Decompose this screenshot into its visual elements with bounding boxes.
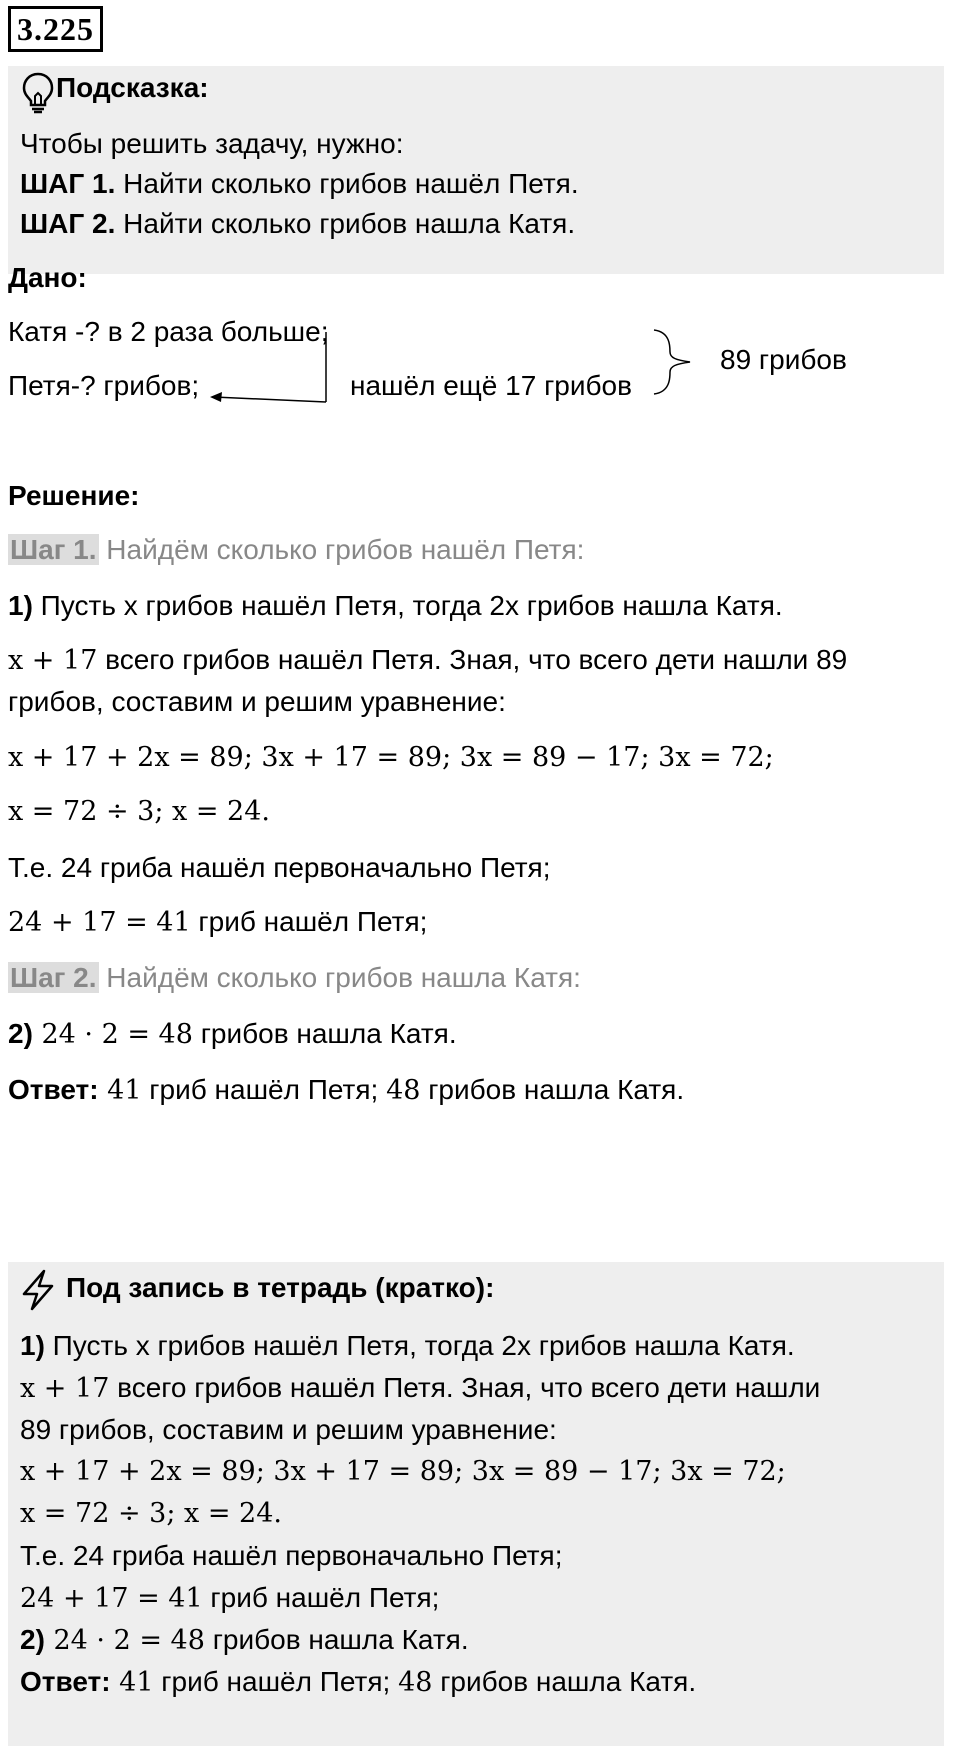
hint-step-1-text: Найти сколько грибов нашёл Петя. <box>115 168 579 199</box>
step-1-label: Шаг 1. <box>10 534 97 565</box>
equation-1: x + 17 + 2x = 89; 3x + 17 = 89; 3x = 89 − 17; 3x = 72; <box>8 742 774 773</box>
p3-math: 24 · 2 = 48 <box>32 1019 193 1050</box>
note-answer-math-1: 41 <box>110 1667 154 1698</box>
step-2-text: Найдём сколько грибов нашла Катя: <box>98 962 581 993</box>
note-line-5: x = 72 ÷ 3; x = 24. <box>20 1498 282 1529</box>
step-2-label: Шаг 2. <box>10 962 97 993</box>
arrow-line <box>214 397 326 402</box>
solution-p2-line2: грибов, составим и решим уравнение: <box>8 686 506 717</box>
note-l7-math: 24 + 17 = 41 <box>20 1583 203 1614</box>
note-answer-label: Ответ: <box>20 1666 111 1697</box>
hint-title: Подсказка: <box>56 72 209 103</box>
answer-label: Ответ: <box>8 1074 99 1105</box>
solution-p3 <box>8 1016 457 1053</box>
note-line-7 <box>20 1580 439 1617</box>
solution-te: Т.е. 24 гриба нашёл первоначально Петя; <box>8 852 551 883</box>
answer-text-1: гриб нашёл Петя; <box>141 1074 387 1105</box>
answer-math-1: 41 <box>98 1075 142 1106</box>
hint-step-2-label: ШАГ 2. <box>20 208 116 239</box>
note-l8-math: 24 · 2 = 48 <box>44 1625 205 1656</box>
solution-answer <box>8 1072 684 1109</box>
p1-number: 1) <box>8 590 33 621</box>
note-l1-number: 1) <box>20 1330 45 1361</box>
solution-step-1 <box>8 532 584 568</box>
given-katya: Катя -? в 2 раза больше; <box>8 316 329 347</box>
curly-brace <box>654 330 690 394</box>
note-answer <box>20 1664 696 1701</box>
note-line-4: x + 17 + 2x = 89; 3x + 17 = 89; 3x = 89 − 17; 3x = 72; <box>20 1456 786 1487</box>
note-l8-number: 2) <box>20 1624 45 1655</box>
step-1-text: Найдём сколько грибов нашёл Петя: <box>98 534 585 565</box>
p2-math: x + 17 <box>8 645 98 676</box>
note-line-1 <box>20 1328 795 1364</box>
calc-1-math: 24 + 17 = 41 <box>8 907 191 938</box>
given-extra: нашёл ещё 17 грибов <box>350 370 632 401</box>
hint-intro: Чтобы решить задачу, нужно: <box>20 128 404 159</box>
note-line-8 <box>20 1622 469 1659</box>
note-line-3: 89 грибов, составим и решим уравнение: <box>20 1414 557 1445</box>
note-l2-math: x + 17 <box>20 1373 110 1404</box>
notebook-title: Под запись в тетрадь (кратко): <box>66 1272 495 1303</box>
note-answer-math-2: 48 <box>398 1667 433 1698</box>
answer-math-2: 48 <box>386 1075 421 1106</box>
arrow-head <box>210 392 222 402</box>
solution-step-2 <box>8 960 581 996</box>
note-answer-text-2: грибов нашла Катя. <box>432 1666 697 1697</box>
p3-number: 2) <box>8 1018 33 1049</box>
p2-text: всего грибов нашёл Петя. Зная, что всего дети нашли 89 <box>97 644 848 675</box>
equation-2: x = 72 ÷ 3; x = 24. <box>8 796 270 827</box>
answer-text-2: грибов нашла Катя. <box>420 1074 685 1105</box>
note-l8-text: грибов нашла Катя. <box>204 1624 469 1655</box>
note-l2-text: всего грибов нашёл Петя. Зная, что всего дети нашли <box>109 1372 821 1403</box>
hint-step-1-label: ШАГ 1. <box>20 168 116 199</box>
solution-p2 <box>8 642 847 679</box>
hint-step-2-text: Найти сколько грибов нашла Катя. <box>115 208 576 239</box>
note-line-6: Т.е. 24 гриба нашёл первоначально Петя; <box>20 1540 563 1571</box>
solution-p1 <box>8 588 783 624</box>
given-petya: Петя-? грибов; <box>8 370 200 401</box>
given-total: 89 грибов <box>720 344 847 375</box>
note-answer-text-1: гриб нашёл Петя; <box>153 1666 399 1697</box>
p3-text: грибов нашла Катя. <box>192 1018 457 1049</box>
solution-calc-1 <box>8 904 427 941</box>
problem-number: 3.225 <box>8 6 103 52</box>
solution-title: Решение: <box>8 480 140 511</box>
p1-text: Пусть x грибов нашёл Петя, тогда 2x грибов нашла Катя. <box>32 590 783 621</box>
note-line-2 <box>20 1370 820 1407</box>
given-diagram <box>0 0 960 420</box>
note-l7-text: гриб нашёл Петя; <box>202 1582 440 1613</box>
notebook-panel <box>8 1262 944 1746</box>
note-l1-text: Пусть x грибов нашёл Петя, тогда 2x грибов нашла Катя. <box>44 1330 795 1361</box>
calc-1-text: гриб нашёл Петя; <box>190 906 428 937</box>
given-title: Дано: <box>8 262 87 293</box>
lightning-icon <box>18 1268 58 1312</box>
